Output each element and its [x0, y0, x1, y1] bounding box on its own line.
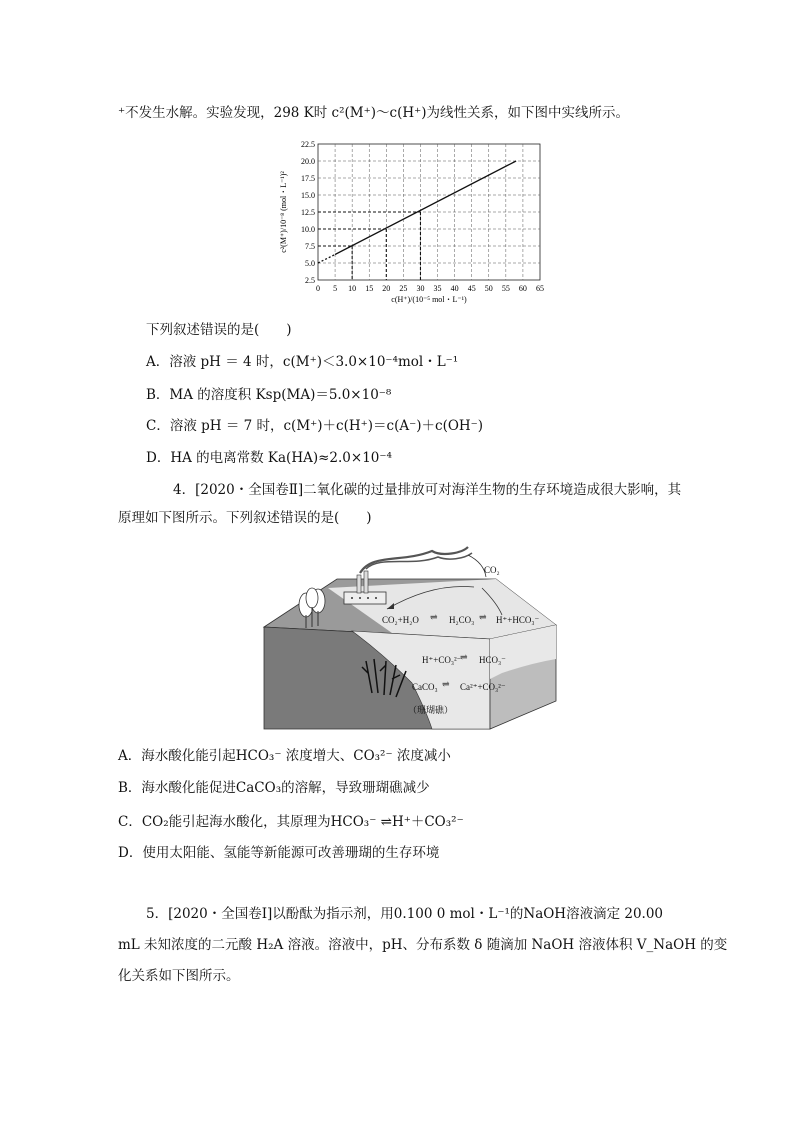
- q5-line3: 化关系如下图所示。: [118, 968, 240, 984]
- q3-option-b: B．MA 的溶度积 Ksp(MA)＝5.0×10⁻⁸: [146, 387, 392, 403]
- x-tick-label: 30: [416, 284, 425, 293]
- y-tick-label: 22.5: [301, 140, 315, 149]
- eq2-left: H⁺+CO₃²⁻: [422, 655, 462, 665]
- x-tick-label: 15: [365, 284, 374, 293]
- x-tick-label: 20: [382, 284, 391, 293]
- q4-option-a: A．海水酸化能引起HCO₃⁻ 浓度增大、CO₃²⁻ 浓度减小: [118, 748, 451, 764]
- x-tick-label: 65: [536, 284, 544, 293]
- q3-intro: ⁺不发生水解。实验发现，298 K时 c²(M⁺)～c(H⁺)为线性关系，如下图中实线所示。: [118, 105, 630, 121]
- co2-label: CO₂: [484, 565, 500, 575]
- y-tick-label: 2.5: [305, 276, 315, 285]
- ocean-acidification-diagram: [262, 543, 572, 733]
- x-tick-label: 5: [333, 284, 338, 293]
- q4-option-d: D．使用太阳能、氢能等新能源可改善珊瑚的生存环境: [118, 845, 440, 861]
- svg-text:⇌: ⇌: [430, 612, 438, 622]
- svg-text:⇌: ⇌: [479, 612, 487, 622]
- q5-line2: mL 未知浓度的二元酸 H₂A 溶液。溶液中，pH、分布系数 δ 随滴加 NaOH 溶液体积 V_NaOH 的变: [118, 937, 728, 953]
- eq1-mid: H₂CO₃: [449, 615, 475, 625]
- x-tick-label: 45: [467, 284, 476, 293]
- x-tick-label: 25: [399, 284, 408, 293]
- x-tick-label: 40: [450, 284, 459, 293]
- q3-question: 下列叙述错误的是( ): [146, 322, 292, 338]
- reef-label: （珊瑚礁）: [408, 705, 454, 715]
- eq3-right: Ca²⁺+CO₃²⁻: [460, 682, 506, 692]
- eq1-left: CO₂+H₂O: [382, 615, 419, 625]
- y-tick-label: 20.0: [301, 157, 315, 166]
- x-tick-label: 10: [348, 284, 357, 293]
- eq1-right: H⁺+HCO₃⁻: [496, 615, 540, 625]
- q4-option-b: B．海水酸化能促进CaCO₃的溶解，导致珊瑚礁减少: [118, 780, 430, 796]
- eq3-left: CaCO₃: [412, 682, 438, 692]
- q3-option-a: A．溶液 pH ＝ 4 时，c(M⁺)＜3.0×10⁻⁴mol・L⁻¹: [146, 354, 459, 370]
- svg-text:⇌: ⇌: [460, 652, 468, 662]
- q4-line1: 4．[2020・全国卷Ⅱ]二氧化碳的过量排放可对海洋生物的生存环境造成很大影响，其: [173, 482, 682, 498]
- series-line-extrapolation: [318, 255, 335, 264]
- y-tick-label: 17.5: [301, 174, 315, 183]
- q3-option-d: D．HA 的电离常数 Ka(HA)≈2.0×10⁻⁴: [146, 450, 392, 466]
- q4-option-c: C．CO₂能引起海水酸化，其原理为HCO₃⁻ ⇌H⁺＋CO₃²⁻: [118, 814, 464, 830]
- x-tick-label: 0: [316, 284, 320, 293]
- y-tick-label: 5.0: [305, 259, 315, 268]
- q4-line2: 原理如下图所示。下列叙述错误的是( ): [118, 510, 372, 526]
- y-tick-label: 10.0: [301, 225, 315, 234]
- y-tick-label: 12.5: [301, 208, 315, 217]
- svg-text:⇌: ⇌: [442, 679, 450, 689]
- q5-line1: 5．[2020・全国卷Ⅰ]以酚酞为指示剂，用0.100 0 mol・L⁻¹的NaOH溶液滴定 20.00: [146, 906, 664, 922]
- x-axis-label: c(H⁺)/(10⁻⁵ mol・L⁻¹): [391, 295, 467, 304]
- linear-chart: [270, 138, 560, 310]
- x-tick-label: 55: [501, 284, 510, 293]
- eq2-right: HCO₃⁻: [479, 655, 506, 665]
- q3-option-c: C．溶液 pH ＝ 7 时，c(M⁺)＋c(H⁺)＝c(A⁻)＋c(OH⁻): [146, 418, 484, 434]
- x-tick-label: 60: [518, 284, 527, 293]
- x-tick-label: 35: [433, 284, 442, 293]
- y-tick-label: 15.0: [301, 191, 315, 200]
- y-axis-label: c²(M⁺)/10⁻⁸ (mol・L⁻¹)²: [279, 171, 288, 253]
- x-tick-label: 50: [484, 284, 493, 293]
- y-tick-label: 7.5: [305, 242, 315, 251]
